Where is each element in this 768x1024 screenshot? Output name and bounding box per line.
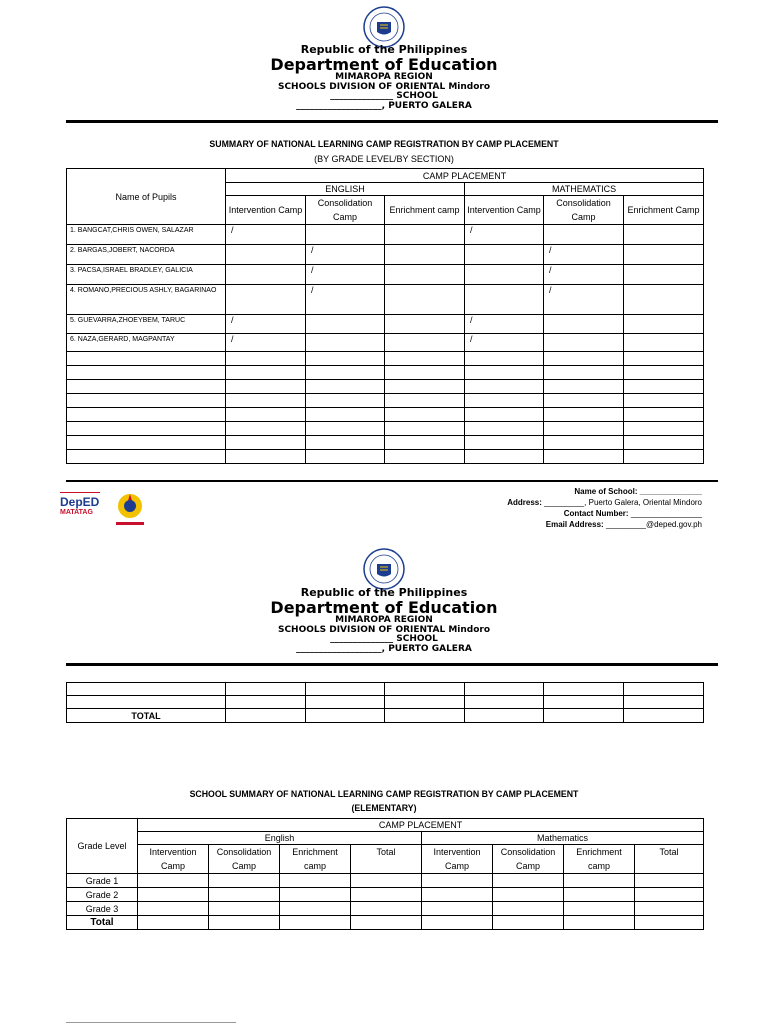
school-line: ______________ SCHOOL — [330, 91, 438, 102]
pupil-placement-table — [66, 168, 704, 464]
empty-row — [67, 380, 704, 394]
region-text: MIMAROPA REGION — [335, 615, 433, 626]
placement-mark — [544, 225, 624, 245]
grade-label: Grade 3 — [67, 902, 138, 916]
grade-label: Grade 1 — [67, 874, 138, 888]
placement-mark — [385, 225, 465, 245]
page-bottom-rule — [66, 1022, 236, 1023]
table-row — [67, 265, 704, 285]
placement-mark — [624, 225, 704, 245]
placement-mark — [226, 245, 306, 265]
col-enrichment: Enrichment camp — [385, 196, 465, 225]
placement-mark — [544, 334, 624, 352]
division-text: SCHOOLS DIVISION OF ORIENTAL Mindoro — [277, 624, 491, 635]
table-row — [67, 225, 704, 245]
placement-mark: / — [226, 225, 306, 245]
placement-mark — [624, 315, 704, 334]
pupil-name: 3. PACSA,ISRAEL BRADLEY, GALICIA — [67, 265, 226, 285]
placement-mark: / — [226, 334, 306, 352]
empty-row — [67, 366, 704, 380]
republic-text: Republic of the Philippines — [300, 586, 468, 599]
empty-row — [67, 436, 704, 450]
department-title: Department of Education — [270, 54, 498, 74]
location-line: ___________________, PUERTO GALERA — [296, 100, 472, 111]
col-consolidation: Consolidation Camp — [306, 196, 385, 225]
col-consolidation: Consolidation Camp — [209, 845, 280, 874]
placement-mark — [624, 334, 704, 352]
placement-mark: / — [465, 225, 544, 245]
school-summary-table — [66, 818, 704, 930]
placement-mark: / — [306, 245, 385, 265]
grade-label: Grade 2 — [67, 888, 138, 902]
placement-mark: / — [226, 315, 306, 334]
placement-mark — [385, 334, 465, 352]
address-value: _________, Puerto Galera, Oriental Mindoro — [544, 498, 702, 507]
grade-total-label: Total — [67, 916, 138, 930]
grade-row — [67, 888, 704, 902]
table-row — [67, 245, 704, 265]
empty-row — [67, 408, 704, 422]
grade-row — [67, 902, 704, 916]
placement-mark: / — [465, 315, 544, 334]
location-line: ___________________, PUERTO GALERA — [296, 643, 472, 654]
placement-mark — [385, 285, 465, 315]
col-intervention: Intervention Camp — [226, 196, 306, 225]
table-row — [67, 334, 704, 352]
header-rule — [66, 120, 718, 123]
placement-mark — [624, 285, 704, 315]
republic-text: Republic of the Philippines — [300, 43, 468, 56]
english-header: ENGLISH — [226, 183, 465, 196]
pupil-name: 4. ROMANO,PRECIOUS ASHLY, BAGARINAO — [67, 285, 226, 315]
email-value: _________@deped.gov.ph — [605, 520, 702, 529]
table-row — [67, 285, 704, 315]
camp-placement-header: CAMP PLACEMENT — [226, 169, 704, 183]
col-enrichment: Enrichment Camp — [624, 196, 704, 225]
col-total: Total — [351, 845, 422, 874]
pupil-name: 6. NAZA,GERARD, MAGPANTAY — [67, 334, 226, 352]
placement-mark — [306, 334, 385, 352]
empty-row — [67, 450, 704, 464]
table-row — [67, 315, 704, 334]
placement-mark: / — [465, 334, 544, 352]
header-rule-2 — [66, 663, 718, 666]
placement-mark — [385, 315, 465, 334]
section1-title: SUMMARY OF NATIONAL LEARNING CAMP REGISTRATION BY CAMP PLACEMENT — [209, 139, 559, 150]
contact-label: Contact Number: — [563, 509, 629, 518]
col-enrichment: Enrichment camp — [280, 845, 351, 874]
placement-mark — [306, 315, 385, 334]
col-enrichment: Enrichment camp — [564, 845, 635, 874]
bagong-pilipinas-logo-icon — [110, 490, 150, 530]
placement-mark — [465, 245, 544, 265]
empty-row — [67, 394, 704, 408]
col-consolidation: Consolidation Camp — [493, 845, 564, 874]
placement-mark — [465, 265, 544, 285]
placement-mark — [226, 265, 306, 285]
deped-seal-icon — [363, 548, 405, 590]
footer-rule — [66, 480, 718, 482]
pupil-name: 2. BARGAS,JOBERT, NACORDA — [67, 245, 226, 265]
placement-mark: / — [306, 265, 385, 285]
grade-row — [67, 874, 704, 888]
mathematics-header: Mathematics — [422, 832, 704, 845]
col-consolidation: Consolidation Camp — [544, 196, 624, 225]
placement-mark: / — [544, 265, 624, 285]
camp-placement-header: CAMP PLACEMENT — [138, 819, 704, 832]
placement-mark — [624, 265, 704, 285]
col-intervention: Intervention Camp — [138, 845, 209, 874]
total-label: TOTAL — [67, 709, 226, 723]
section1-subtitle: (BY GRADE LEVEL/BY SECTION) — [314, 154, 454, 164]
col-intervention: Intervention Camp — [422, 845, 493, 874]
placement-mark — [385, 265, 465, 285]
placement-mark: / — [544, 285, 624, 315]
continuation-table — [66, 682, 704, 723]
school-line: ______________ SCHOOL — [330, 634, 438, 645]
section3-title: SCHOOL SUMMARY OF NATIONAL LEARNING CAMP REGISTRATION BY CAMP PLACEMENT — [189, 789, 579, 800]
department-title: Department of Education — [270, 597, 498, 617]
region-text: MIMAROPA REGION — [335, 72, 433, 83]
name-of-school: Name of School: ______________ — [574, 487, 702, 496]
placement-mark — [385, 245, 465, 265]
english-header: English — [138, 832, 422, 845]
placement-mark — [544, 315, 624, 334]
school-contact-block — [507, 486, 702, 530]
name-header: Name of Pupils — [67, 169, 226, 225]
pupil-name: 5. GUEVARRA,ZHOEYBEM, TARUC — [67, 315, 226, 334]
placement-mark — [226, 285, 306, 315]
matatag-logo-text: MATATAG — [60, 509, 93, 516]
contact-value: ________________ — [630, 509, 702, 518]
deped-matatag-logo — [60, 492, 104, 530]
placement-mark — [465, 285, 544, 315]
empty-row — [67, 352, 704, 366]
division-text: SCHOOLS DIVISION OF ORIENTAL Mindoro — [277, 81, 491, 92]
pupil-name: 1. BANGCAT,CHRIS OWEN, SALAZAR — [67, 225, 226, 245]
mathematics-header: MATHEMATICS — [465, 183, 704, 196]
col-total: Total — [635, 845, 704, 874]
placement-mark — [306, 225, 385, 245]
placement-mark: / — [544, 245, 624, 265]
deped-logo-text: DepED — [60, 495, 100, 509]
col-intervention: Intervention Camp — [465, 196, 544, 225]
header-block-2 — [0, 587, 768, 654]
deped-seal-icon — [363, 6, 405, 48]
header-block — [0, 44, 768, 111]
section3-subtitle: (ELEMENTARY) — [351, 803, 417, 814]
placement-mark — [624, 245, 704, 265]
empty-row — [67, 422, 704, 436]
address-label: Address: — [507, 498, 542, 507]
email-label: Email Address: — [545, 520, 604, 529]
grade-level-header: Grade Level — [67, 819, 138, 874]
placement-mark: / — [306, 285, 385, 315]
